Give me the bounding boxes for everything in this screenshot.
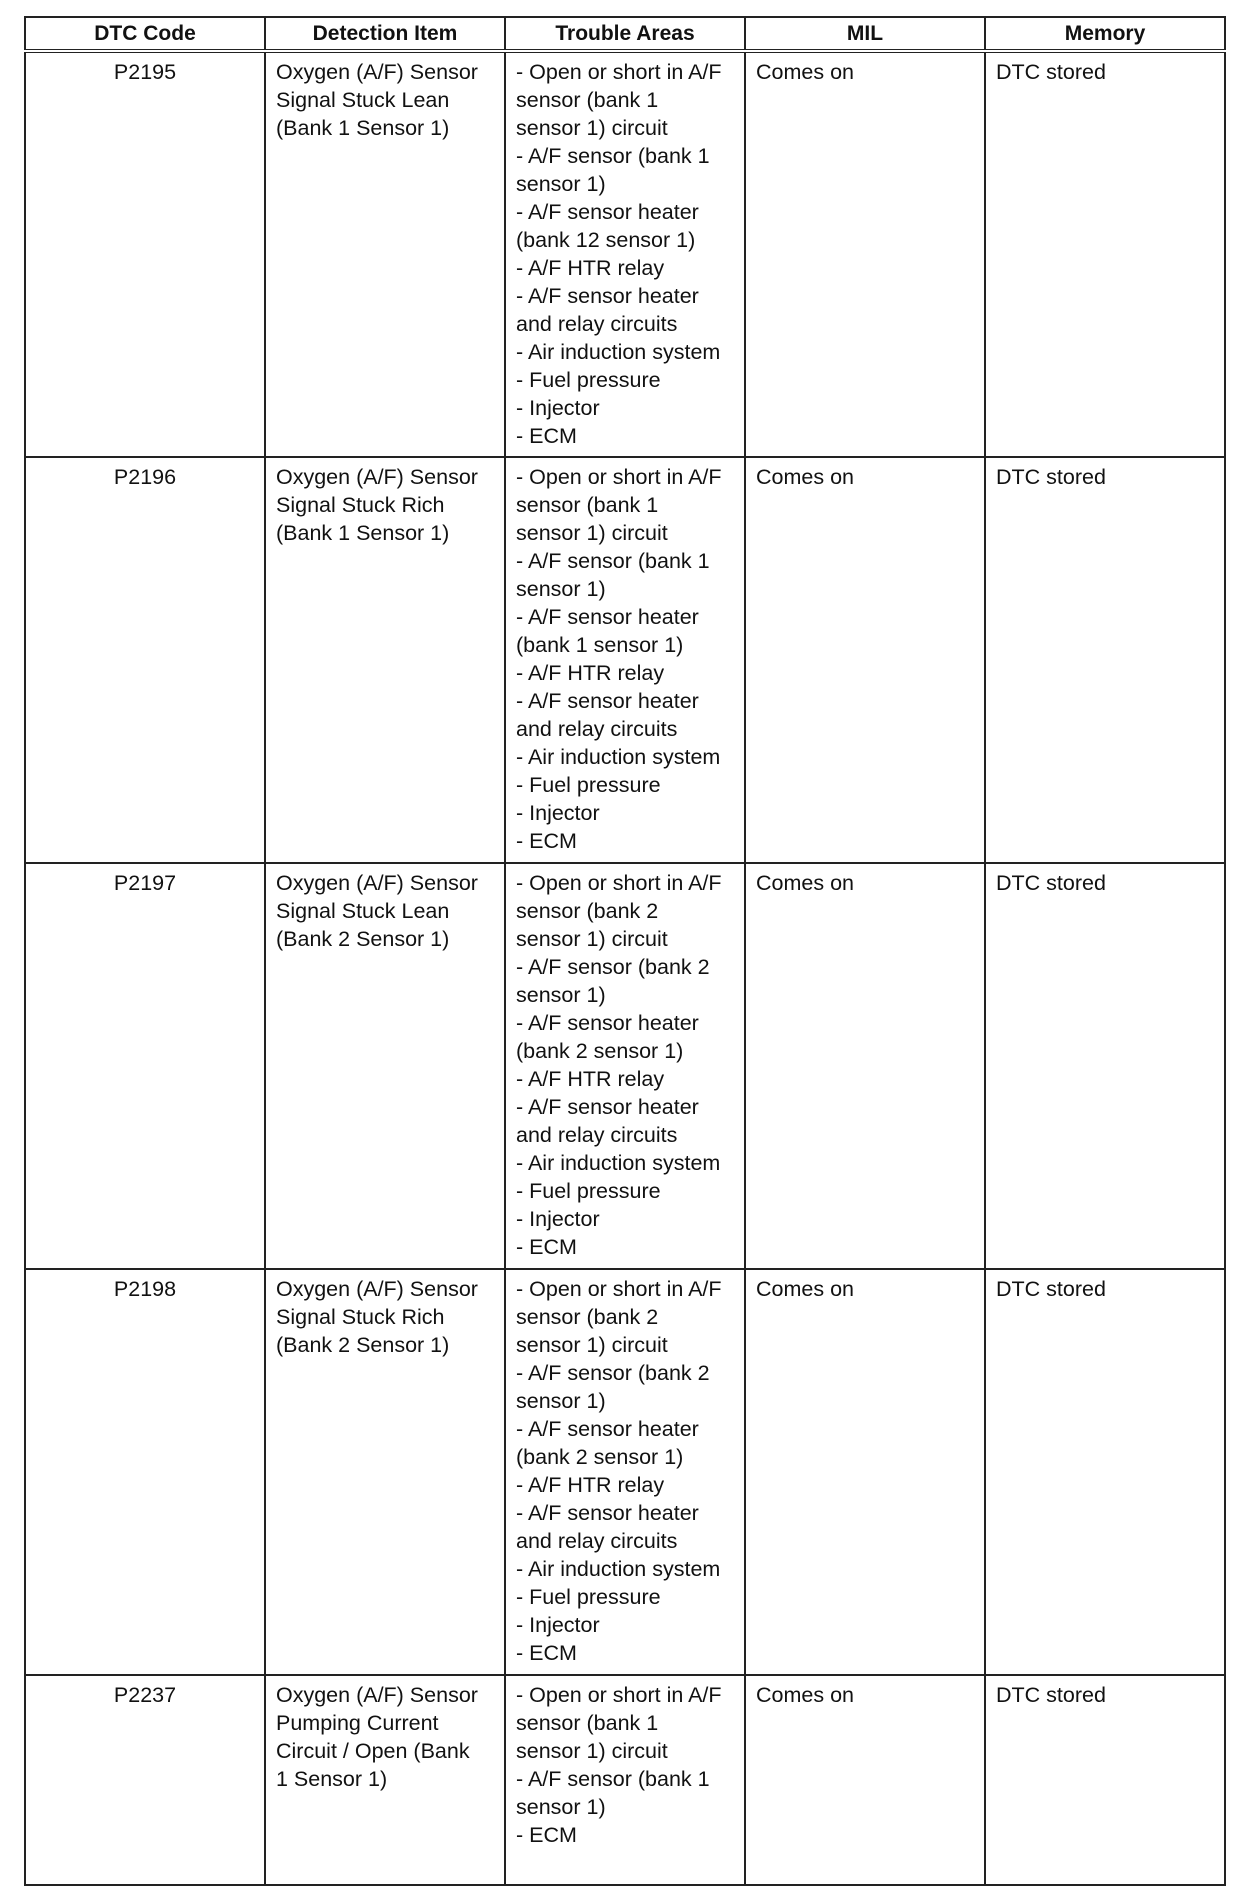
trouble-area-line: - A/F HTR relay [516,1473,665,1497]
trouble-area-line: - A/F sensor heater [516,200,699,224]
trouble-area-line: sensor (bank 1 [516,493,659,517]
detection-item-line: Oxygen (A/F) Sensor [276,60,478,84]
mil-cell: Comes on [745,51,985,457]
trouble-area-line: (bank 2 sensor 1) [516,1445,684,1469]
trouble-area-line: sensor 1) circuit [516,1739,668,1763]
trouble-area-line: sensor (bank 1 [516,1711,659,1735]
trouble-area-line: (bank 1 sensor 1) [516,633,684,657]
trouble-area-line: - A/F sensor (bank 1 [516,1767,710,1791]
trouble-area-line: - Open or short in A/F [516,871,722,895]
trouble-area-line: - A/F sensor heater [516,1011,699,1035]
trouble-area-line: - A/F sensor heater [516,1501,699,1525]
detection-item-line: Signal Stuck Rich [276,1305,445,1329]
trouble-areas-cell [505,51,745,457]
trouble-area-line: (bank 2 sensor 1) [516,1039,684,1063]
trouble-area-line: - A/F HTR relay [516,256,665,280]
trouble-area-line: - Air induction system [516,1557,721,1581]
trouble-area-line: sensor 1) [516,1795,606,1819]
trouble-area-line: sensor 1) circuit [516,1333,668,1357]
dtc-code-cell: P2198 [25,1269,265,1675]
detection-item-cell [265,1675,505,1885]
table-row [25,863,1225,1269]
trouble-area-line: - Fuel pressure [516,368,661,392]
trouble-area-line: - Air induction system [516,1151,721,1175]
trouble-area-line: - A/F sensor heater [516,605,699,629]
trouble-area-line: sensor 1) circuit [516,116,668,140]
trouble-area-line: - Open or short in A/F [516,465,722,489]
trouble-area-line: - A/F sensor (bank 2 [516,1361,710,1385]
detection-item-line: (Bank 1 Sensor 1) [276,116,450,140]
detection-item-cell [265,863,505,1269]
table-header-row [25,17,1225,51]
trouble-area-line: sensor 1) [516,983,606,1007]
trouble-area-line: sensor 1) circuit [516,521,668,545]
trouble-area-line: - Injector [516,1613,600,1637]
detection-item-line: Signal Stuck Rich [276,493,445,517]
trouble-area-line: - A/F HTR relay [516,661,665,685]
table-body [25,51,1225,1885]
detection-item-line: (Bank 1 Sensor 1) [276,521,450,545]
mil-cell: Comes on [745,457,985,863]
trouble-area-line: - Fuel pressure [516,1179,661,1203]
detection-item-cell [265,51,505,457]
detection-item-line: Signal Stuck Lean [276,88,450,112]
header-detection-item: Detection Item [265,17,505,51]
table-row [25,51,1225,457]
detection-item-cell [265,457,505,863]
trouble-area-line: and relay circuits [516,312,678,336]
trouble-area-line: - A/F sensor heater [516,689,699,713]
trouble-area-line: sensor (bank 1 [516,88,659,112]
mil-cell: Comes on [745,1269,985,1675]
trouble-area-line: - A/F sensor (bank 2 [516,955,710,979]
trouble-area-line: - ECM [516,1235,577,1259]
memory-cell: DTC stored [985,1269,1225,1675]
detection-item-line: 1 Sensor 1) [276,1767,388,1791]
trouble-area-line: - ECM [516,1641,577,1665]
trouble-area-line: sensor 1) [516,577,606,601]
trouble-area-line: - A/F sensor (bank 1 [516,144,710,168]
trouble-area-line: and relay circuits [516,1123,678,1147]
trouble-area-line: - Injector [516,396,600,420]
trouble-area-line: - Open or short in A/F [516,1277,722,1301]
trouble-area-line: - A/F sensor heater [516,1417,699,1441]
memory-cell: DTC stored [985,863,1225,1269]
trouble-area-line: - A/F sensor (bank 1 [516,549,710,573]
trouble-area-line: (bank 12 sensor 1) [516,228,696,252]
trouble-area-line: - ECM [516,1823,577,1847]
detection-item-line: Pumping Current [276,1711,439,1735]
detection-item-line: Oxygen (A/F) Sensor [276,1683,478,1707]
dtc-code-cell: P2237 [25,1675,265,1885]
trouble-area-line: - Air induction system [516,340,721,364]
header-memory: Memory [985,17,1225,51]
memory-cell: DTC stored [985,51,1225,457]
detection-item-line: Oxygen (A/F) Sensor [276,871,478,895]
trouble-area-line: - ECM [516,424,577,448]
trouble-area-line: - ECM [516,829,577,853]
dtc-code-cell: P2195 [25,51,265,457]
detection-item-cell [265,1269,505,1675]
detection-item-line: (Bank 2 Sensor 1) [276,1333,450,1357]
header-trouble-areas: Trouble Areas [505,17,745,51]
trouble-area-line: sensor (bank 2 [516,899,659,923]
table-row [25,1269,1225,1675]
trouble-area-line: and relay circuits [516,1529,678,1553]
detection-item-line: Signal Stuck Lean [276,899,450,923]
table-row [25,1675,1225,1885]
dtc-table [24,16,1226,1886]
mil-cell: Comes on [745,863,985,1269]
trouble-area-line: sensor (bank 2 [516,1305,659,1329]
document-page [24,16,1224,1886]
dtc-code-cell: P2196 [25,457,265,863]
trouble-area-line: sensor 1) [516,172,606,196]
trouble-areas-cell [505,1675,745,1885]
trouble-areas-cell [505,457,745,863]
trouble-areas-cell [505,863,745,1269]
memory-cell: DTC stored [985,1675,1225,1885]
table-row [25,457,1225,863]
trouble-area-line: and relay circuits [516,717,678,741]
trouble-area-line: sensor 1) circuit [516,927,668,951]
memory-cell: DTC stored [985,457,1225,863]
trouble-area-line: sensor 1) [516,1389,606,1413]
detection-item-line: Oxygen (A/F) Sensor [276,465,478,489]
trouble-area-line: - Fuel pressure [516,1585,661,1609]
trouble-area-line: - A/F HTR relay [516,1067,665,1091]
mil-cell: Comes on [745,1675,985,1885]
detection-item-line: (Bank 2 Sensor 1) [276,927,450,951]
trouble-areas-cell [505,1269,745,1675]
dtc-code-cell: P2197 [25,863,265,1269]
detection-item-line: Circuit / Open (Bank [276,1739,470,1763]
trouble-area-line: - Open or short in A/F [516,60,722,84]
header-mil: MIL [745,17,985,51]
trouble-area-line: - Open or short in A/F [516,1683,722,1707]
trouble-area-line: - Injector [516,1207,600,1231]
trouble-area-line: - Fuel pressure [516,773,661,797]
trouble-area-line: - Air induction system [516,745,721,769]
header-dtc-code: DTC Code [25,17,265,51]
trouble-area-line: - Injector [516,801,600,825]
trouble-area-line: - A/F sensor heater [516,284,699,308]
trouble-area-line: - A/F sensor heater [516,1095,699,1119]
detection-item-line: Oxygen (A/F) Sensor [276,1277,478,1301]
